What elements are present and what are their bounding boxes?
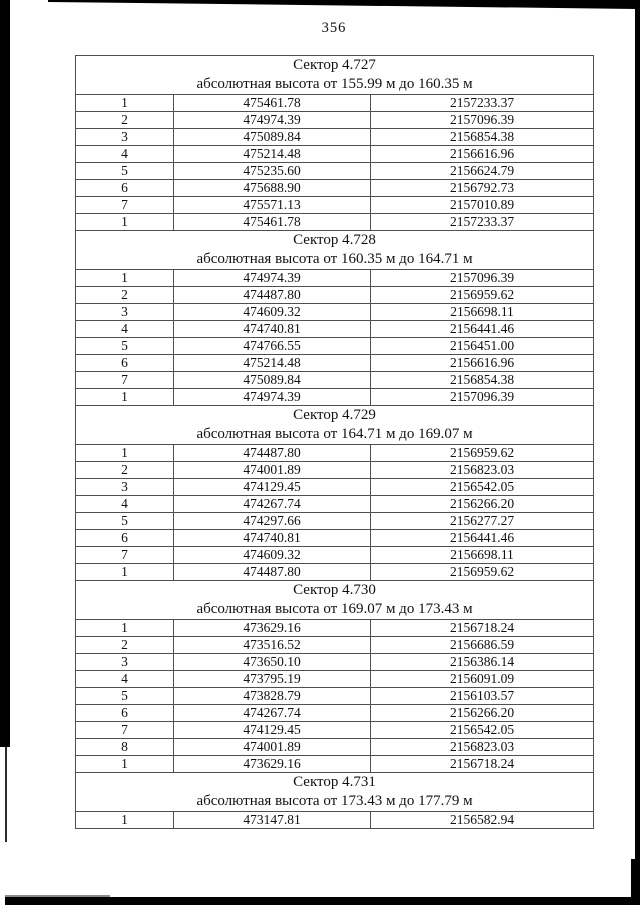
table-row (76, 722, 594, 739)
scan-edge-bottom (5, 897, 640, 905)
table-row (76, 564, 594, 581)
section-title: Сектор 4.729 (293, 407, 376, 423)
x-coordinate-cell: 475089.84 (174, 129, 371, 146)
point-number-cell: 1 (76, 270, 174, 287)
y-coordinate-cell: 2156616.96 (371, 355, 594, 372)
table-row (76, 479, 594, 496)
section-header-row (76, 581, 594, 620)
x-coordinate-cell: 474001.89 (174, 462, 371, 479)
section-header (76, 406, 594, 445)
coordinates-table-body (76, 56, 594, 829)
x-coordinate-cell: 474609.32 (174, 547, 371, 564)
table-row (76, 688, 594, 705)
x-coordinate-cell: 473650.10 (174, 654, 371, 671)
point-number-cell: 5 (76, 163, 174, 180)
section-subtitle: абсолютная высота от 155.99 м до 160.35 м (196, 76, 473, 92)
section-subtitle: абсолютная высота от 164.71 м до 169.07 м (196, 426, 473, 442)
section-header (76, 231, 594, 270)
table-row (76, 671, 594, 688)
x-coordinate-cell: 474974.39 (174, 270, 371, 287)
point-number-cell: 7 (76, 722, 174, 739)
table-row (76, 530, 594, 547)
point-number-cell: 3 (76, 304, 174, 321)
point-number-cell: 1 (76, 620, 174, 637)
table-row (76, 214, 594, 231)
point-number-cell: 3 (76, 129, 174, 146)
y-coordinate-cell: 2156266.20 (371, 496, 594, 513)
table-row (76, 389, 594, 406)
point-number-cell: 6 (76, 355, 174, 372)
section-header-row (76, 773, 594, 812)
section-subtitle: абсолютная высота от 160.35 м до 164.71 м (196, 251, 473, 267)
x-coordinate-cell: 473147.81 (174, 812, 371, 829)
coordinates-table (75, 55, 594, 829)
section-subtitle: абсолютная высота от 173.43 м до 177.79 м (196, 793, 473, 809)
table-row (76, 705, 594, 722)
x-coordinate-cell: 473828.79 (174, 688, 371, 705)
x-coordinate-cell: 474267.74 (174, 705, 371, 722)
x-coordinate-cell: 473795.19 (174, 671, 371, 688)
point-number-cell: 7 (76, 372, 174, 389)
table-row (76, 338, 594, 355)
x-coordinate-cell: 475461.78 (174, 95, 371, 112)
table-row (76, 513, 594, 530)
y-coordinate-cell: 2156266.20 (371, 705, 594, 722)
point-number-cell: 2 (76, 462, 174, 479)
scan-edge-right (635, 0, 640, 905)
y-coordinate-cell: 2156103.57 (371, 688, 594, 705)
y-coordinate-cell: 2157096.39 (371, 270, 594, 287)
point-number-cell: 7 (76, 547, 174, 564)
y-coordinate-cell: 2156959.62 (371, 564, 594, 581)
point-number-cell: 8 (76, 739, 174, 756)
y-coordinate-cell: 2156854.38 (371, 372, 594, 389)
x-coordinate-cell: 473629.16 (174, 620, 371, 637)
x-coordinate-cell: 475089.84 (174, 372, 371, 389)
table-row (76, 445, 594, 462)
y-coordinate-cell: 2156542.05 (371, 722, 594, 739)
point-number-cell: 5 (76, 338, 174, 355)
table-row (76, 95, 594, 112)
point-number-cell: 3 (76, 479, 174, 496)
y-coordinate-cell: 2156624.79 (371, 163, 594, 180)
x-coordinate-cell: 475461.78 (174, 214, 371, 231)
y-coordinate-cell: 2157096.39 (371, 389, 594, 406)
x-coordinate-cell: 474740.81 (174, 321, 371, 338)
point-number-cell: 5 (76, 688, 174, 705)
x-coordinate-cell: 474297.66 (174, 513, 371, 530)
table-row (76, 739, 594, 756)
table-row (76, 304, 594, 321)
scan-edge-top (48, 0, 640, 9)
table-row (76, 462, 594, 479)
y-coordinate-cell: 2156441.46 (371, 530, 594, 547)
point-number-cell: 6 (76, 705, 174, 722)
table-row (76, 756, 594, 773)
table-row (76, 547, 594, 564)
x-coordinate-cell: 474609.32 (174, 304, 371, 321)
point-number-cell: 4 (76, 496, 174, 513)
section-title: Сектор 4.730 (293, 582, 376, 598)
y-coordinate-cell: 2156091.09 (371, 671, 594, 688)
point-number-cell: 1 (76, 95, 174, 112)
section-header (76, 773, 594, 812)
section-header-row (76, 56, 594, 95)
section-header-row (76, 406, 594, 445)
x-coordinate-cell: 474487.80 (174, 445, 371, 462)
point-number-cell: 4 (76, 671, 174, 688)
x-coordinate-cell: 474129.45 (174, 722, 371, 739)
y-coordinate-cell: 2156792.73 (371, 180, 594, 197)
y-coordinate-cell: 2156959.62 (371, 445, 594, 462)
y-coordinate-cell: 2156959.62 (371, 287, 594, 304)
y-coordinate-cell: 2156451.00 (371, 338, 594, 355)
point-number-cell: 2 (76, 287, 174, 304)
point-number-cell: 4 (76, 146, 174, 163)
y-coordinate-cell: 2156582.94 (371, 812, 594, 829)
table-row (76, 129, 594, 146)
table-row (76, 321, 594, 338)
y-coordinate-cell: 2157233.37 (371, 214, 594, 231)
y-coordinate-cell: 2156542.05 (371, 479, 594, 496)
point-number-cell: 2 (76, 637, 174, 654)
x-coordinate-cell: 473629.16 (174, 756, 371, 773)
x-coordinate-cell: 475571.13 (174, 197, 371, 214)
y-coordinate-cell: 2156854.38 (371, 129, 594, 146)
x-coordinate-cell: 474974.39 (174, 389, 371, 406)
table-row (76, 146, 594, 163)
table-row (76, 496, 594, 513)
x-coordinate-cell: 474740.81 (174, 530, 371, 547)
y-coordinate-cell: 2157010.89 (371, 197, 594, 214)
y-coordinate-cell: 2156698.11 (371, 547, 594, 564)
section-title: Сектор 4.731 (293, 774, 376, 790)
section-header (76, 581, 594, 620)
x-coordinate-cell: 474129.45 (174, 479, 371, 496)
table-row (76, 620, 594, 637)
y-coordinate-cell: 2156823.03 (371, 462, 594, 479)
point-number-cell: 1 (76, 445, 174, 462)
y-coordinate-cell: 2156823.03 (371, 739, 594, 756)
y-coordinate-cell: 2156386.14 (371, 654, 594, 671)
table-row (76, 812, 594, 829)
x-coordinate-cell: 475214.48 (174, 355, 371, 372)
table-row (76, 355, 594, 372)
section-subtitle: абсолютная высота от 169.07 м до 173.43 м (196, 601, 473, 617)
point-number-cell: 1 (76, 812, 174, 829)
point-number-cell: 7 (76, 197, 174, 214)
x-coordinate-cell: 474766.55 (174, 338, 371, 355)
y-coordinate-cell: 2156686.59 (371, 637, 594, 654)
point-number-cell: 4 (76, 321, 174, 338)
point-number-cell: 1 (76, 564, 174, 581)
x-coordinate-cell: 475688.90 (174, 180, 371, 197)
table-row (76, 654, 594, 671)
y-coordinate-cell: 2156698.11 (371, 304, 594, 321)
point-number-cell: 6 (76, 180, 174, 197)
x-coordinate-cell: 475214.48 (174, 146, 371, 163)
table-row (76, 197, 594, 214)
point-number-cell: 2 (76, 112, 174, 129)
scan-edge-left-tail (5, 747, 7, 842)
section-header-row (76, 231, 594, 270)
x-coordinate-cell: 474267.74 (174, 496, 371, 513)
table-row (76, 163, 594, 180)
y-coordinate-cell: 2156718.24 (371, 620, 594, 637)
x-coordinate-cell: 474487.80 (174, 287, 371, 304)
x-coordinate-cell: 473516.52 (174, 637, 371, 654)
y-coordinate-cell: 2157233.37 (371, 95, 594, 112)
y-coordinate-cell: 2156616.96 (371, 146, 594, 163)
table-row (76, 637, 594, 654)
y-coordinate-cell: 2156718.24 (371, 756, 594, 773)
table-row (76, 372, 594, 389)
point-number-cell: 3 (76, 654, 174, 671)
x-coordinate-cell: 474974.39 (174, 112, 371, 129)
y-coordinate-cell: 2156441.46 (371, 321, 594, 338)
page-number: 356 (321, 20, 347, 36)
table-row (76, 180, 594, 197)
point-number-cell: 6 (76, 530, 174, 547)
x-coordinate-cell: 474001.89 (174, 739, 371, 756)
point-number-cell: 5 (76, 513, 174, 530)
x-coordinate-cell: 474487.80 (174, 564, 371, 581)
point-number-cell: 1 (76, 389, 174, 406)
y-coordinate-cell: 2157096.39 (371, 112, 594, 129)
x-coordinate-cell: 475235.60 (174, 163, 371, 180)
point-number-cell: 1 (76, 756, 174, 773)
section-header (76, 56, 594, 95)
point-number-cell: 1 (76, 214, 174, 231)
table-row (76, 112, 594, 129)
section-title: Сектор 4.728 (293, 232, 376, 248)
y-coordinate-cell: 2156277.27 (371, 513, 594, 530)
scan-edge-left (0, 0, 10, 747)
table-row (76, 270, 594, 287)
table-row (76, 287, 594, 304)
section-title: Сектор 4.727 (293, 57, 376, 73)
